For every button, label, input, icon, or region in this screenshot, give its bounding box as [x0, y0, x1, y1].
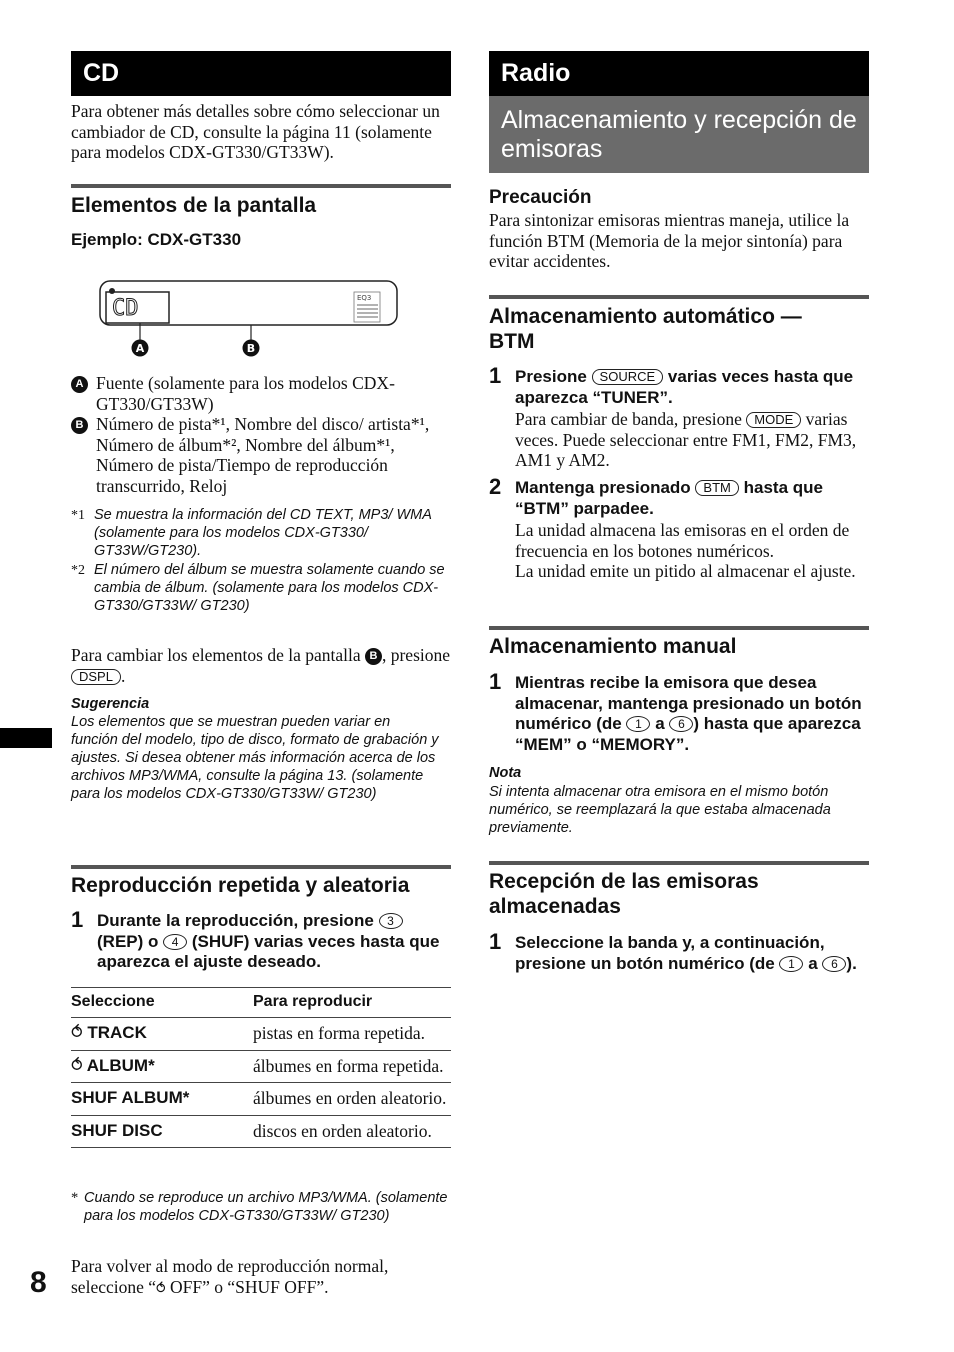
- repeat-table: [71, 987, 451, 1148]
- manual-step-1-text-b: ) hasta que aparezca “MEM” o “MEMORY”.: [515, 714, 861, 754]
- section-rule: [71, 184, 451, 188]
- repeat-step-text-b: (REP) o: [97, 931, 159, 951]
- mode-key: MODE: [746, 412, 801, 428]
- table-header-row: [71, 988, 451, 1018]
- label-b-badge: B: [71, 417, 88, 434]
- recall-step-1: [515, 933, 871, 974]
- btm-step-2-number: 2: [489, 474, 502, 499]
- change-display-text: [71, 645, 453, 686]
- key-6: 6: [822, 956, 846, 972]
- btm-step-2-text-b: hasta que “BTM” parpadee.: [515, 478, 823, 518]
- recall-step-1-text-b: ).: [846, 953, 857, 973]
- key-6: 6: [669, 716, 693, 732]
- table-cell-play: álbumes en orden aleatorio.: [253, 1083, 451, 1116]
- table-row: [71, 1050, 451, 1083]
- change-label-b: B: [365, 648, 382, 665]
- repeat-icon: ⥀: [71, 1055, 83, 1075]
- table-cell-select: SHUF ALBUM*: [71, 1083, 253, 1116]
- btm-key: BTM: [695, 480, 738, 496]
- display-item-a: [71, 373, 451, 414]
- manual-step-1-number: 1: [489, 669, 502, 694]
- page-number: 8: [30, 1266, 47, 1299]
- manual-heading: Almacenamiento manual: [489, 635, 737, 658]
- dspl-key: DSPL: [71, 669, 121, 685]
- cd-intro: Para obtener más detalles sobre cómo seleccionar un cambiador de CD, consulte la página 11 (solamente para modelos CDX-GT330/GT33W).: [71, 101, 440, 162]
- display-example: Ejemplo: CDX-GT330: [71, 230, 242, 249]
- repeat-step-text-c: (SHUF) varias veces hasta que aparezca el ajuste deseado.: [97, 931, 440, 971]
- manual-step-1: [515, 673, 871, 755]
- footnote-1: [71, 506, 455, 559]
- section-rule: [489, 626, 869, 630]
- manual-step-1-mid: a: [655, 714, 665, 733]
- radio-subtitle: Almacenamiento y recepción de emisoras: [489, 96, 869, 173]
- callout-b: B: [246, 342, 256, 355]
- footnote-1-mark: *1: [71, 508, 85, 523]
- repeat-step-1: [97, 911, 453, 973]
- table-cell-select: ALBUM*: [86, 1055, 155, 1075]
- key-4: 4: [163, 934, 187, 950]
- callout-a: A: [135, 342, 145, 355]
- section-rule: [489, 861, 869, 865]
- btm-step-2-body-1: La unidad almacena las emisoras en el orden de frecuencia en los botones numéricos.: [515, 520, 850, 561]
- label-a-badge: A: [71, 376, 88, 393]
- display-item-b-text: Número de pista*¹, Nombre del disco/ artista*¹, Número de álbum*², Nombre del álbum*¹, Número de pista/Tiempo de reproducción transcurrido, Reloj: [96, 414, 430, 496]
- recall-step-1-number: 1: [489, 929, 502, 954]
- footnote-2-mark: *2: [71, 563, 85, 578]
- footnote-1-text: Se muestra la información del CD TEXT, MP3/ WMA (solamente para los modelos CDX-GT330/ GT33W/GT230).: [94, 507, 432, 559]
- repeat-step-text-a: Durante la reproducción, presione: [97, 911, 374, 930]
- btm-step-1-number: 1: [489, 363, 502, 388]
- btm-step-2: [515, 478, 871, 519]
- key-3: 3: [379, 913, 403, 929]
- radio-section-title: [489, 51, 869, 96]
- source-key: SOURCE: [592, 369, 664, 385]
- table-cell-select: TRACK: [87, 1023, 147, 1042]
- recall-step-1-mid: a: [808, 953, 818, 973]
- eq-label: EQ3: [357, 294, 372, 302]
- btm-step-1-text-b: varias veces hasta que aparezca “TUNER”.: [515, 367, 854, 407]
- change-text-2: , presione: [381, 645, 451, 665]
- manual-note-title: Nota: [489, 765, 522, 781]
- radio-title-text: Radio: [501, 59, 571, 87]
- table-cell-play: álbumes en forma repetida.: [253, 1050, 451, 1083]
- repeat-icon: ⥀: [156, 1280, 166, 1297]
- recall-step-1-text-a: Seleccione la banda y, a continuación, presione un botón numérico (de: [515, 933, 825, 973]
- footnote-2: [71, 561, 455, 614]
- return-normal-text: [71, 1256, 453, 1299]
- btm-step-1: [515, 367, 871, 408]
- key-1: 1: [779, 956, 803, 972]
- repeat-heading: Reproducción repetida y aleatoria: [71, 874, 410, 897]
- table-row: [71, 1018, 451, 1051]
- recall-heading: Recepción de las emisoras almacenadas: [489, 870, 759, 918]
- change-text-1: Para cambiar los elementos de la pantalla: [71, 645, 361, 665]
- key-1: 1: [626, 716, 650, 732]
- display-screen-text: CD: [112, 296, 139, 321]
- display-heading: Elementos de la pantalla: [71, 194, 317, 217]
- tip-text: Los elementos que se muestran pueden variar en función del modelo, tipo de disco, formato de grabación y ajustes. Si desea obtener más información acerca de los archivos MP3/WMA, consulte la página 13. (solamente para los modelos CDX-GT330/GT33W/ GT230): [71, 714, 439, 802]
- table-row: [71, 1115, 451, 1148]
- table-cell-play: discos en orden aleatorio.: [253, 1115, 451, 1148]
- table-header-select: Seleccione: [71, 988, 253, 1018]
- caution-text: Para sintonizar emisoras mientras maneja, utilice la función BTM (Memoria de la mejor sintonía) para evitar accidentes.: [489, 210, 850, 271]
- table-footnote: [71, 1189, 455, 1224]
- table-footnote-text: Cuando se reproduce un archivo MP3/WMA. (solamente para los modelos CDX-GT330/GT33W/ GT230): [84, 1190, 448, 1224]
- return-text-2: OFF” o “SHUF OFF”.: [165, 1276, 329, 1297]
- btm-step-1-body: [515, 409, 871, 471]
- btm-step-1-body-b: varias veces. Puede seleccionar entre FM1, FM2, FM3, AM1 y AM2.: [515, 409, 857, 470]
- btm-step-2-body-2: La unidad emite un pitido al almacenar el ajuste.: [515, 561, 856, 581]
- section-rule: [71, 865, 451, 869]
- return-text-1: Para volver al modo de reproducción normal, seleccione “: [71, 1256, 389, 1297]
- table-header-play: Para reproducir: [253, 988, 451, 1018]
- caution-heading: Precaución: [489, 187, 592, 208]
- repeat-icon: ⥀: [71, 1023, 83, 1042]
- display-item-a-text: Fuente (solamente para los modelos CDX-GT330/GT33W): [96, 373, 395, 414]
- cd-section-title: [71, 51, 451, 96]
- tip-title: Sugerencia: [71, 696, 150, 712]
- cd-title-text: CD: [83, 59, 120, 87]
- display-illustration: [98, 278, 403, 360]
- btm-step-1-body-a: Para cambiar de banda, presione: [515, 409, 742, 429]
- btm-heading: Almacenamiento automático — BTM: [489, 305, 802, 353]
- manual-note-text: Si intenta almacenar otra emisora en el mismo botón numérico, se reemplazará la que estaba almacenada previamente.: [489, 784, 831, 836]
- page-tab-marker: [0, 728, 52, 748]
- btm-step-1-text-a: Presione: [515, 367, 587, 386]
- table-cell-play: pistas en forma repetida.: [253, 1018, 451, 1051]
- table-row: [71, 1083, 451, 1116]
- footnote-2-text: El número del álbum se muestra solamente cuando se cambia de álbum. (solamente para los modelos CDX-GT330/GT33W/ GT230): [94, 562, 445, 614]
- change-text-3: .: [120, 665, 126, 686]
- repeat-step-number: 1: [71, 907, 84, 932]
- table-cell-select: SHUF DISC: [71, 1115, 253, 1148]
- manual-step-1-text-a: Mientras recibe la emisora que desea almacenar, mantenga presionado un botón numérico (de: [515, 673, 862, 733]
- btm-step-2-text-a: Mantenga presionado: [515, 478, 691, 497]
- table-footnote-mark: *: [71, 1190, 79, 1206]
- section-rule: [489, 295, 869, 299]
- display-item-b: [71, 414, 451, 496]
